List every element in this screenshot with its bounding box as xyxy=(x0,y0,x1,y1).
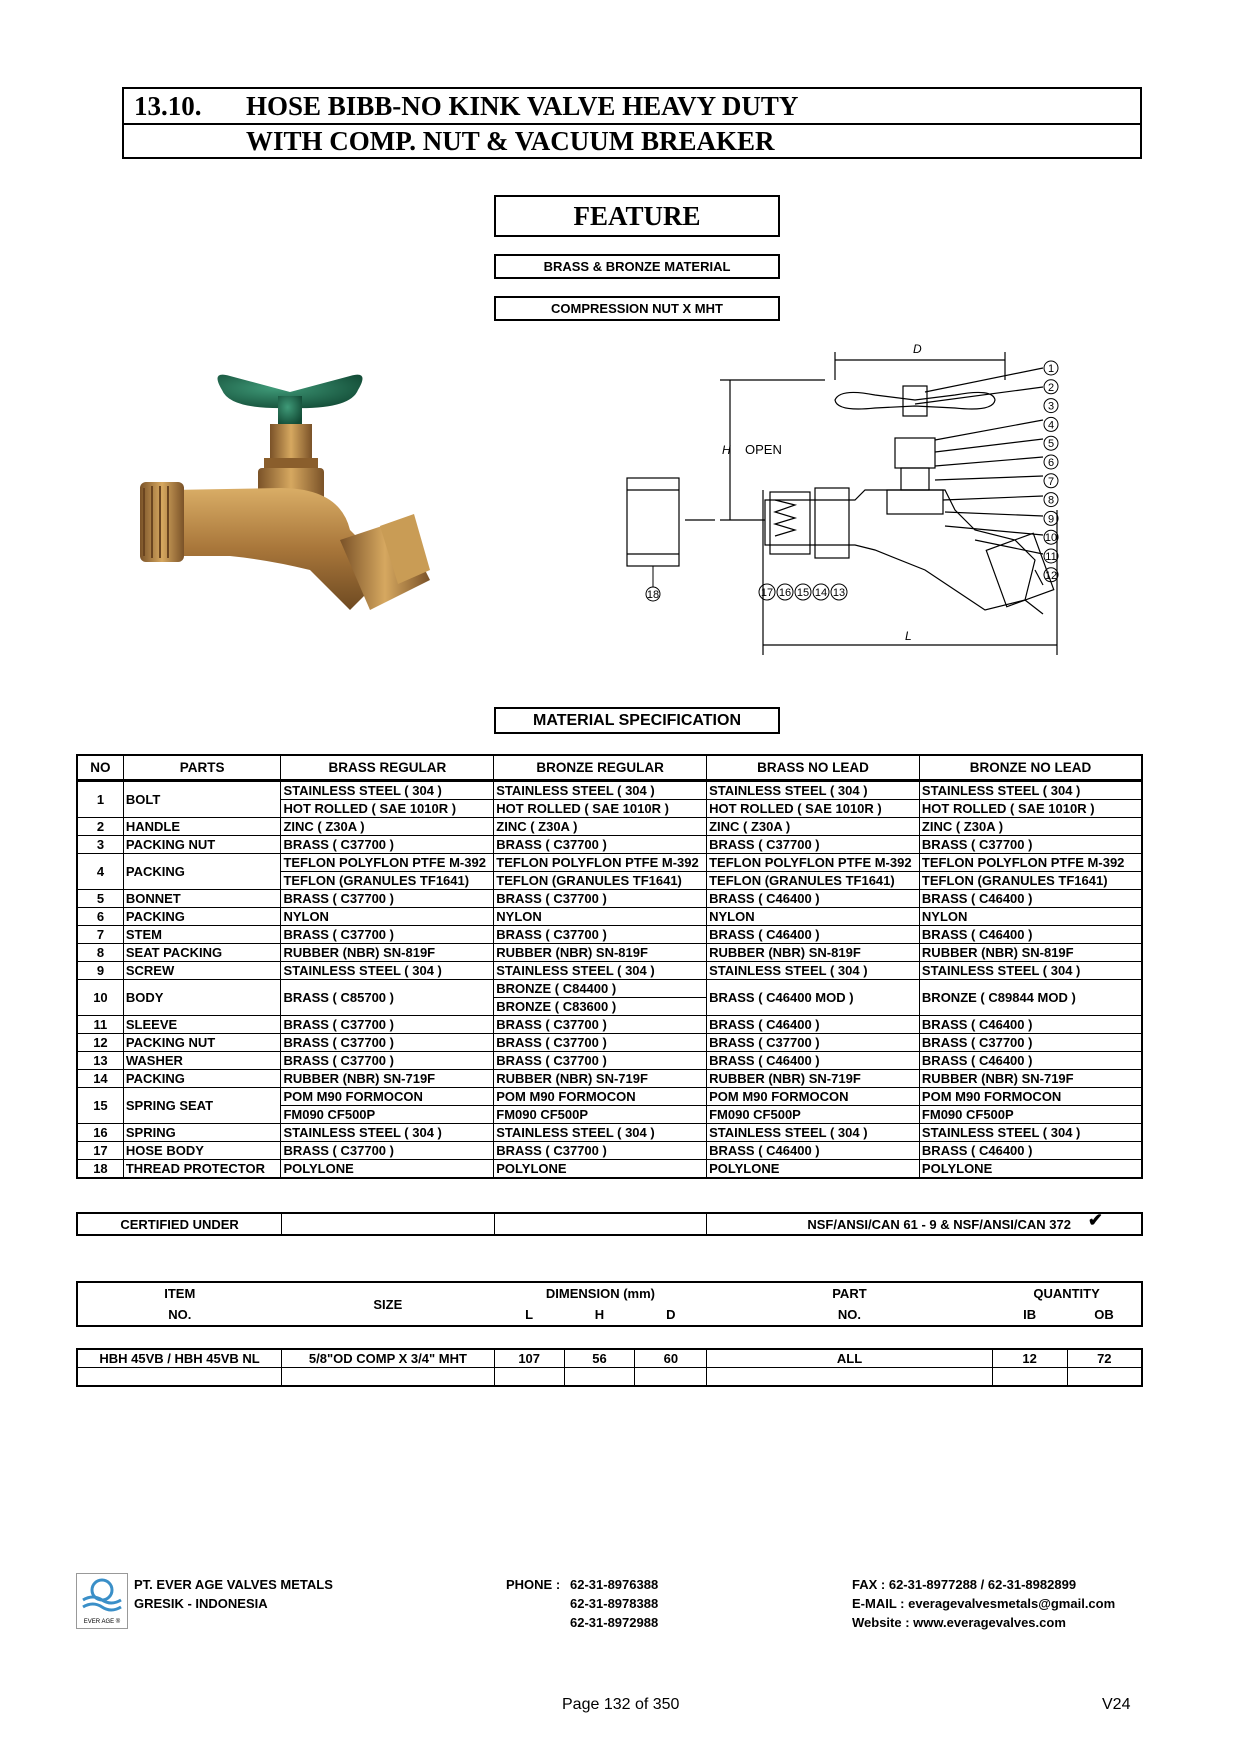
material-cell: TEFLON POLYFLON PTFE M-392 xyxy=(494,854,707,872)
valve-photo xyxy=(130,370,480,670)
material-cell: TEFLON (GRANULES TF1641) xyxy=(281,872,494,890)
material-cell: BRASS ( C37700 ) xyxy=(494,1016,707,1034)
material-cell: RUBBER (NBR) SN-719F xyxy=(281,1070,494,1088)
table-row xyxy=(77,1088,1142,1106)
certified-table xyxy=(76,1212,1143,1236)
dim-h-label: H xyxy=(722,443,731,457)
callout-label: 17 xyxy=(760,587,774,599)
phone-1: 62-31-8976388 xyxy=(570,1577,659,1592)
material-cell: BRONZE ( C83600 ) xyxy=(494,998,707,1016)
part-number: 16 xyxy=(77,1124,123,1142)
material-cell: RUBBER (NBR) SN-819F xyxy=(494,944,707,962)
material-cell: RUBBER (NBR) SN-819F xyxy=(281,944,494,962)
title-line-1 xyxy=(124,89,1140,125)
callout-label: 15 xyxy=(796,587,810,599)
part-name: HANDLE xyxy=(123,818,281,836)
col-brass-no-lead: BRASS NO LEAD xyxy=(707,755,920,781)
part-name: BODY xyxy=(123,980,281,1016)
material-cell: BRASS ( C46400 ) xyxy=(919,1142,1142,1160)
col-parts: PARTS xyxy=(123,755,281,781)
material-cell: BRASS ( C46400 MOD ) xyxy=(707,980,920,1016)
table-row xyxy=(77,1034,1142,1052)
material-cell: TEFLON POLYFLON PTFE M-392 xyxy=(919,854,1142,872)
row-item: HBH 45VB / HBH 45VB NL xyxy=(77,1349,282,1368)
table-row xyxy=(77,1124,1142,1142)
header-h: H xyxy=(594,1307,605,1322)
open-label: OPEN xyxy=(745,442,782,457)
header-dimension: DIMENSION (mm) xyxy=(545,1286,655,1301)
material-spec-heading: MATERIAL SPECIFICATION xyxy=(494,707,780,734)
material-cell: NYLON xyxy=(494,908,707,926)
callout-label: 16 xyxy=(778,587,792,599)
certified-text: NSF/ANSI/CAN 61 - 9 & NSF/ANSI/CAN 372 xyxy=(807,1216,1071,1232)
material-cell: STAINLESS STEEL ( 304 ) xyxy=(919,1124,1142,1142)
material-cell: STAINLESS STEEL ( 304 ) xyxy=(919,962,1142,980)
part-name: HOSE BODY xyxy=(123,1142,281,1160)
callout-label: 6 xyxy=(1047,457,1055,469)
part-number: 15 xyxy=(77,1088,123,1124)
row-ib: 12 xyxy=(992,1349,1067,1368)
phone-3: 62-31-8972988 xyxy=(570,1615,659,1630)
material-cell: ZINC ( Z30A ) xyxy=(494,818,707,836)
dim-l-label: L xyxy=(905,629,912,643)
part-number: 1 xyxy=(77,781,123,818)
part-number: 17 xyxy=(77,1142,123,1160)
table-row xyxy=(77,1052,1142,1070)
material-cell: BRASS ( C37700 ) xyxy=(494,1142,707,1160)
material-cell: BRASS ( C37700 ) xyxy=(494,836,707,854)
material-cell: BRASS ( C37700 ) xyxy=(919,1034,1142,1052)
material-cell: BRASS ( C37700 ) xyxy=(494,1034,707,1052)
material-cell: BRASS ( C37700 ) xyxy=(919,836,1142,854)
website-link[interactable]: Website : www.everagevalves.com xyxy=(852,1615,1066,1630)
material-cell: TEFLON POLYFLON PTFE M-392 xyxy=(707,854,920,872)
material-cell: FM090 CF500P xyxy=(281,1106,494,1124)
table-row xyxy=(77,980,1142,998)
company-logo xyxy=(76,1573,128,1629)
material-cell: RUBBER (NBR) SN-819F xyxy=(707,944,920,962)
part-number: 11 xyxy=(77,1016,123,1034)
header-part-no: NO. xyxy=(837,1307,861,1322)
contact-info xyxy=(852,1575,1115,1632)
table-row xyxy=(77,1142,1142,1160)
header-ib: IB xyxy=(1023,1307,1037,1322)
logo-wave-icon xyxy=(77,1574,127,1614)
material-cell: HOT ROLLED ( SAE 1010R ) xyxy=(707,800,920,818)
material-cell: POLYLONE xyxy=(281,1160,494,1179)
part-number: 4 xyxy=(77,854,123,890)
part-name: WASHER xyxy=(123,1052,281,1070)
certified-value xyxy=(707,1210,1142,1235)
header-size: SIZE xyxy=(373,1296,403,1312)
material-cell: POLYLONE xyxy=(919,1160,1142,1179)
header-quantity: QUANTITY xyxy=(1033,1286,1100,1301)
page-number: Page 132 of 350 xyxy=(562,1696,680,1713)
material-cell: RUBBER (NBR) SN-819F xyxy=(919,944,1142,962)
callout-label: 12 xyxy=(1044,569,1058,582)
row-size: 5/8"OD COMP X 3/4" MHT xyxy=(282,1349,495,1368)
material-cell: POM M90 FORMOCON xyxy=(494,1088,707,1106)
material-cell: TEFLON (GRANULES TF1641) xyxy=(494,872,707,890)
phone-list xyxy=(570,1575,658,1632)
material-cell: BRASS ( C85700 ) xyxy=(281,980,494,1016)
row-l: 107 xyxy=(494,1349,564,1368)
material-cell: BRASS ( C46400 ) xyxy=(919,1052,1142,1070)
material-cell: BRONZE ( C89844 MOD ) xyxy=(919,980,1142,1016)
callout-label: 14 xyxy=(814,587,828,599)
callout-label: 3 xyxy=(1047,400,1055,413)
col-brass-regular: BRASS REGULAR xyxy=(281,755,494,781)
header-item: ITEM xyxy=(164,1286,196,1301)
table-row xyxy=(77,890,1142,908)
material-cell: TEFLON (GRANULES TF1641) xyxy=(919,872,1142,890)
col-bronze-no-lead: BRONZE NO LEAD xyxy=(919,755,1142,781)
callout-label: 13 xyxy=(832,587,846,599)
part-number: 2 xyxy=(77,818,123,836)
material-cell: STAINLESS STEEL ( 304 ) xyxy=(494,1124,707,1142)
part-number: 3 xyxy=(77,836,123,854)
callout-label: 2 xyxy=(1047,381,1055,394)
col-no: NO xyxy=(77,755,123,781)
part-number: 6 xyxy=(77,908,123,926)
material-cell: RUBBER (NBR) SN-719F xyxy=(919,1070,1142,1088)
header-item-no: NO. xyxy=(168,1307,192,1322)
table-row xyxy=(77,854,1142,872)
material-cell: HOT ROLLED ( SAE 1010R ) xyxy=(494,800,707,818)
material-cell: BRASS ( C37700 ) xyxy=(281,836,494,854)
material-cell: HOT ROLLED ( SAE 1010R ) xyxy=(919,800,1142,818)
material-cell: BRASS ( C37700 ) xyxy=(281,1034,494,1052)
header-d: D xyxy=(666,1307,676,1322)
material-cell: BRASS ( C46400 ) xyxy=(707,890,920,908)
table-row xyxy=(77,1160,1142,1179)
part-name: PACKING NUT xyxy=(123,836,281,854)
table-row xyxy=(77,818,1142,836)
part-number: 9 xyxy=(77,962,123,980)
logo-text: EVER AGE ® xyxy=(83,1619,121,1625)
part-number: 13 xyxy=(77,1052,123,1070)
material-cell: BRASS ( C37700 ) xyxy=(281,1016,494,1034)
fax: FAX : 62-31-8977288 / 62-31-8982899 xyxy=(852,1577,1077,1592)
material-cell: BRASS ( C46400 ) xyxy=(919,1016,1142,1034)
material-table-header xyxy=(77,755,1142,781)
material-cell: BRASS ( C37700 ) xyxy=(281,1052,494,1070)
material-cell: STAINLESS STEEL ( 304 ) xyxy=(707,781,920,800)
material-cell: STAINLESS STEEL ( 304 ) xyxy=(707,962,920,980)
callout-label: 8 xyxy=(1047,494,1055,507)
material-cell: FM090 CF500P xyxy=(494,1106,707,1124)
part-number: 12 xyxy=(77,1034,123,1052)
feature-item-connection: COMPRESSION NUT X MHT xyxy=(494,296,780,321)
material-cell: STAINLESS STEEL ( 304 ) xyxy=(919,781,1142,800)
title-box xyxy=(122,87,1142,159)
material-cell: NYLON xyxy=(707,908,920,926)
part-name: SPRING xyxy=(123,1124,281,1142)
material-cell: STAINLESS STEEL ( 304 ) xyxy=(281,1124,494,1142)
part-name: PACKING NUT xyxy=(123,1034,281,1052)
material-cell: RUBBER (NBR) SN-719F xyxy=(707,1070,920,1088)
material-cell: FM090 CF500P xyxy=(707,1106,920,1124)
material-cell: TEFLON POLYFLON PTFE M-392 xyxy=(281,854,494,872)
title-line-2: WITH COMP. NUT & VACUUM BREAKER xyxy=(246,126,775,156)
row-d: 60 xyxy=(635,1349,707,1368)
material-cell: BRASS ( C46400 ) xyxy=(919,926,1142,944)
phone-2: 62-31-8978388 xyxy=(570,1596,659,1611)
part-number: 10 xyxy=(77,980,123,1016)
title-text-1: HOSE BIBB-NO KINK VALVE HEAVY DUTY xyxy=(246,91,799,121)
dimension-table xyxy=(76,1348,1143,1387)
part-name: SCREW xyxy=(123,962,281,980)
material-cell: STAINLESS STEEL ( 304 ) xyxy=(281,781,494,800)
part-number: 5 xyxy=(77,890,123,908)
material-cell: BRASS ( C46400 ) xyxy=(707,1052,920,1070)
material-cell: TEFLON (GRANULES TF1641) xyxy=(707,872,920,890)
certified-label: CERTIFIED UNDER xyxy=(77,1213,282,1235)
part-name: THREAD PROTECTOR xyxy=(123,1160,281,1179)
material-cell: NYLON xyxy=(281,908,494,926)
part-number: 8 xyxy=(77,944,123,962)
part-name: SPRING SEAT xyxy=(123,1088,281,1124)
material-cell: BRASS ( C37700 ) xyxy=(281,890,494,908)
header-part: PART xyxy=(832,1286,867,1301)
phone-label: PHONE : xyxy=(506,1577,561,1592)
callout-label: 5 xyxy=(1047,438,1055,451)
callout-18: 18 xyxy=(646,589,660,601)
col-bronze-regular: BRONZE REGULAR xyxy=(494,755,707,781)
dimension-header xyxy=(76,1281,1143,1327)
material-cell: BRASS ( C37700 ) xyxy=(281,926,494,944)
material-cell: ZINC ( Z30A ) xyxy=(281,818,494,836)
table-row xyxy=(77,908,1142,926)
table-row-empty xyxy=(77,1368,1142,1387)
part-name: SLEEVE xyxy=(123,1016,281,1034)
company-location: GRESIK - INDONESIA xyxy=(134,1596,268,1611)
material-cell: NYLON xyxy=(919,908,1142,926)
version: V24 xyxy=(1102,1696,1131,1713)
material-cell: BRONZE ( C84400 ) xyxy=(494,980,707,998)
checkmark-icon: ✔ xyxy=(1087,1210,1103,1230)
material-cell: HOT ROLLED ( SAE 1010R ) xyxy=(281,800,494,818)
callout-label: 11 xyxy=(1045,551,1057,563)
feature-heading: FEATURE xyxy=(494,195,780,237)
part-name: PACKING xyxy=(123,854,281,890)
material-cell: ZINC ( Z30A ) xyxy=(707,818,920,836)
row-ob: 72 xyxy=(1067,1349,1142,1368)
section-number: 13.10. xyxy=(134,91,202,121)
material-cell: RUBBER (NBR) SN-719F xyxy=(494,1070,707,1088)
header-ob: OB xyxy=(1094,1307,1114,1322)
material-cell: STAINLESS STEEL ( 304 ) xyxy=(281,962,494,980)
material-cell: POM M90 FORMOCON xyxy=(919,1088,1142,1106)
callout-label: 10 xyxy=(1044,532,1058,545)
company-name: PT. EVER AGE VALVES METALS xyxy=(134,1577,333,1592)
part-name: PACKING xyxy=(123,908,281,926)
part-name: SEAT PACKING xyxy=(123,944,281,962)
email-link[interactable]: E-MAIL : everagevalvesmetals@gmail.com xyxy=(852,1596,1116,1611)
callout-label: 7 xyxy=(1047,475,1055,488)
table-row xyxy=(77,1070,1142,1088)
material-cell: BRASS ( C46400 ) xyxy=(919,890,1142,908)
material-cell: POM M90 FORMOCON xyxy=(281,1088,494,1106)
table-row xyxy=(77,836,1142,854)
material-cell: STAINLESS STEEL ( 304 ) xyxy=(707,1124,920,1142)
part-name: STEM xyxy=(123,926,281,944)
material-cell: BRASS ( C46400 ) xyxy=(707,1016,920,1034)
part-name: BOLT xyxy=(123,781,281,818)
callout-label: 1 xyxy=(1047,363,1055,375)
part-number: 18 xyxy=(77,1160,123,1179)
material-cell: BRASS ( C37700 ) xyxy=(494,1052,707,1070)
material-table xyxy=(76,754,1143,1179)
material-cell: BRASS ( C46400 ) xyxy=(707,1142,920,1160)
part-name: PACKING xyxy=(123,1070,281,1088)
dim-d-label: D xyxy=(913,342,922,356)
company-info xyxy=(134,1575,333,1613)
part-number: 14 xyxy=(77,1070,123,1088)
technical-drawing xyxy=(615,340,1095,660)
table-row xyxy=(77,926,1142,944)
material-cell: BRASS ( C37700 ) xyxy=(707,1034,920,1052)
material-cell: BRASS ( C46400 ) xyxy=(707,926,920,944)
material-cell: BRASS ( C37700 ) xyxy=(707,836,920,854)
part-number: 7 xyxy=(77,926,123,944)
feature-item-material: BRASS & BRONZE MATERIAL xyxy=(494,254,780,279)
material-cell: BRASS ( C37700 ) xyxy=(494,926,707,944)
material-cell: STAINLESS STEEL ( 304 ) xyxy=(494,962,707,980)
row-h: 56 xyxy=(564,1349,635,1368)
table-row xyxy=(77,962,1142,980)
part-name: BONNET xyxy=(123,890,281,908)
callout-label: 9 xyxy=(1047,513,1055,526)
table-row xyxy=(77,1349,1142,1368)
material-cell: FM090 CF500P xyxy=(919,1106,1142,1124)
material-cell: POLYLONE xyxy=(494,1160,707,1179)
material-cell: POLYLONE xyxy=(707,1160,920,1179)
material-cell: STAINLESS STEEL ( 304 ) xyxy=(494,781,707,800)
material-cell: ZINC ( Z30A ) xyxy=(919,818,1142,836)
callout-label: 4 xyxy=(1047,419,1055,432)
table-row xyxy=(77,944,1142,962)
row-part: ALL xyxy=(707,1349,992,1368)
header-l: L xyxy=(525,1307,534,1322)
material-cell: BRASS ( C37700 ) xyxy=(494,890,707,908)
material-cell: BRASS ( C37700 ) xyxy=(281,1142,494,1160)
material-cell: POM M90 FORMOCON xyxy=(707,1088,920,1106)
table-row xyxy=(77,781,1142,800)
table-row xyxy=(77,1016,1142,1034)
